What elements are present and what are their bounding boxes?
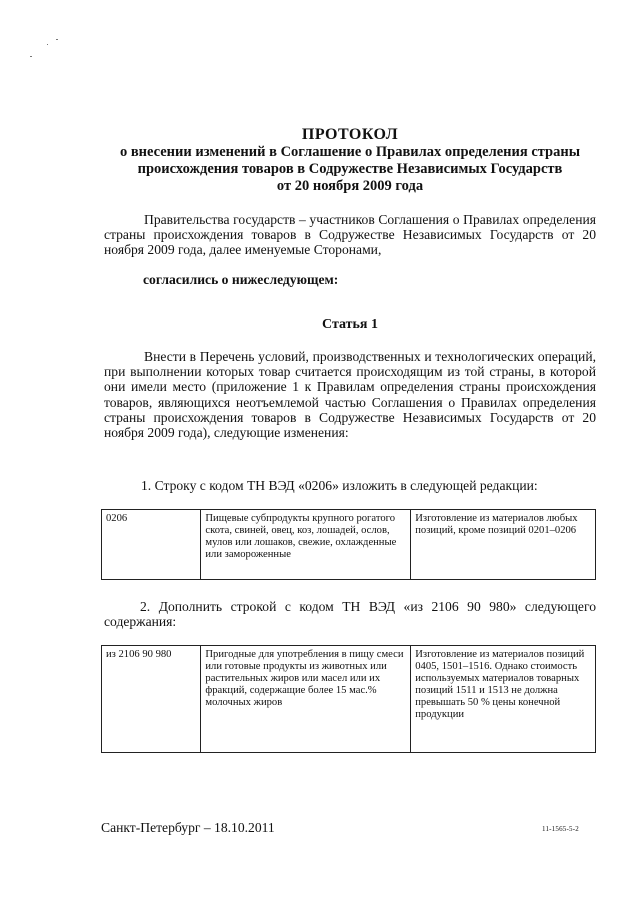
table-row xyxy=(102,510,596,580)
amendment-item-2: 2. Дополнить строкой с кодом ТН ВЭД «из 2106 90 980» следующего содержания: xyxy=(104,599,596,630)
title-line-2: происхождения товаров в Содружестве Независимых Государств xyxy=(137,161,563,177)
hs-code-cell: из 2106 90 980 xyxy=(102,646,201,753)
preamble-paragraph: Правительства государств – участников Соглашения о Правилах определения страны происхождения товаров в Содружестве Независимых Государств от 20 ноября 2009 года, далее именуемые Сторонами, xyxy=(104,212,596,258)
hs-code-cell: 0206 xyxy=(102,510,201,580)
article-paragraph: Внести в Перечень условий, производственных и технологических операций, при выполнении которых товар считается происходящим из той страны, в которой они имели место (приложение 1 к Правилам определения страны происхождения товаров, являющихся неотъемлемой частью Соглашения о Правилах определения страны происхождения товаров в Содружестве Независимых Государств от 20 ноября 2009 года), следующие изменения: xyxy=(104,349,596,441)
document-header xyxy=(60,126,640,195)
scan-speck xyxy=(30,56,32,57)
amendment-item-1: 1. Строку с кодом ТН ВЭД «0206» изложить в следующей редакции: xyxy=(141,478,538,493)
agreed-statement: согласились о нижеследующем: xyxy=(143,272,339,287)
goods-description-cell: Пищевые субпродукты крупного рогатого скота, свиней, овец, коз, лошадей, ослов, мулов или лошаков, свежие, охлажденные или замороженные xyxy=(201,510,411,580)
document-code: 11-1565-5-2 xyxy=(542,825,579,833)
title-line-3: от 20 ноября 2009 года xyxy=(276,178,424,194)
amendment-table-1 xyxy=(101,509,596,580)
origin-condition-cell: Изготовление из материалов любых позиций, кроме позиций 0201–0206 xyxy=(411,510,596,580)
place-and-date: Санкт-Петербург – 18.10.2011 xyxy=(101,820,275,835)
origin-condition-cell: Изготовление из материалов позиций 0405, 1501–1516. Однако стоимость используемых материалов товарных позиций 1511 и 1513 не должна превышать 50 % цены конечной продукции xyxy=(411,646,596,753)
title-line-1: о внесении изменений в Соглашение о Правилах определения страны xyxy=(119,144,581,160)
table-row xyxy=(102,646,596,753)
goods-description-cell: Пригодные для употребления в пищу смеси или готовые продукты из животных или растительных жиров или масел или их фракций, содержащие более 15 мас.% молочных жиров xyxy=(201,646,411,753)
scan-speck xyxy=(56,39,58,40)
article-heading: Статья 1 xyxy=(322,317,378,332)
document-title: ПРОТОКОЛ xyxy=(301,126,399,143)
amendment-table-2 xyxy=(101,645,596,753)
scan-speck xyxy=(47,44,48,45)
